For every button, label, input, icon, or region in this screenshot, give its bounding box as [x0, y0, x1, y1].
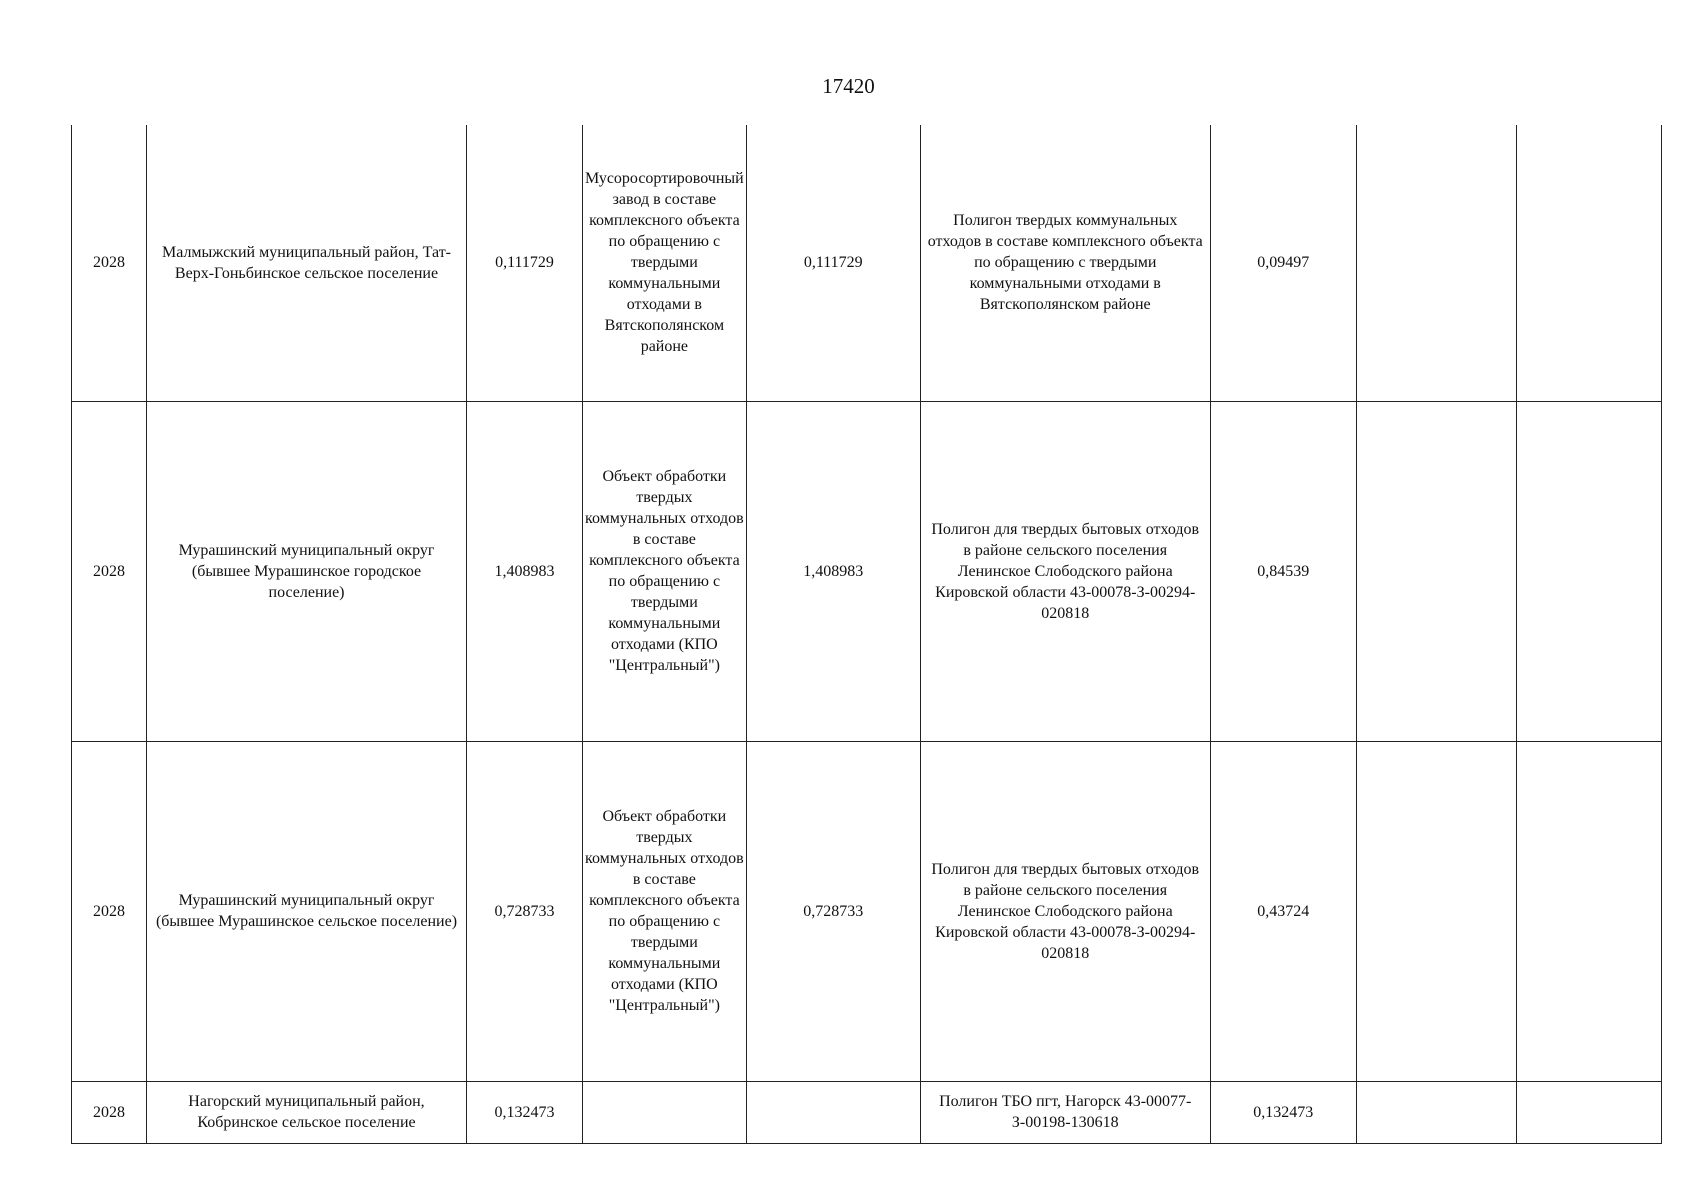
- disposal-facility-cell: Полигон для твердых бытовых отходов в районе сельского поселения Ленинское Слободского района Кировской области 43-00078-З-00294-020818: [920, 401, 1210, 741]
- table-row: [72, 1081, 1662, 1143]
- table-row: [72, 125, 1662, 401]
- disposal-volume-cell: 0,132473: [1210, 1081, 1356, 1143]
- municipality-cell: Нагорский муниципальный район, Кобринское сельское поселение: [147, 1081, 467, 1143]
- processing-facility-cell: Объект обработки твердых коммунальных отходов в составе комплексного объекта по обращению с твердыми коммунальными отходами (КПО "Центральный"): [583, 741, 747, 1081]
- empty-cell: [1516, 125, 1661, 401]
- processing-volume-cell: 0,111729: [746, 125, 920, 401]
- waste-flow-table: [71, 125, 1662, 1144]
- table-row: [72, 741, 1662, 1081]
- volume-cell: 1,408983: [467, 401, 583, 741]
- volume-cell: 0,132473: [467, 1081, 583, 1143]
- processing-volume-cell: [746, 1081, 920, 1143]
- empty-cell: [1356, 125, 1516, 401]
- municipality-cell: Мурашинский муниципальный округ (бывшее Мурашинское городское поселение): [147, 401, 467, 741]
- table-row: [72, 401, 1662, 741]
- empty-cell: [1516, 1081, 1661, 1143]
- empty-cell: [1356, 401, 1516, 741]
- empty-cell: [1516, 401, 1661, 741]
- page-number: 17420: [822, 74, 875, 98]
- year-cell: 2028: [72, 125, 147, 401]
- disposal-facility-cell: Полигон ТБО пгт, Нагорск 43-00077-З-00198-130618: [920, 1081, 1210, 1143]
- disposal-facility-cell: Полигон для твердых бытовых отходов в районе сельского поселения Ленинское Слободского района Кировской области 43-00078-З-00294-020818: [920, 741, 1210, 1081]
- processing-facility-cell: Объект обработки твердых коммунальных отходов в составе комплексного объекта по обращению с твердыми коммунальными отходами (КПО "Центральный"): [583, 401, 747, 741]
- processing-volume-cell: 0,728733: [746, 741, 920, 1081]
- year-cell: 2028: [72, 401, 147, 741]
- volume-cell: 0,111729: [467, 125, 583, 401]
- municipality-cell: Малмыжский муниципальный район, Тат-Верх-Гоньбинское сельское поселение: [147, 125, 467, 401]
- disposal-volume-cell: 0,09497: [1210, 125, 1356, 401]
- processing-volume-cell: 1,408983: [746, 401, 920, 741]
- year-cell: 2028: [72, 741, 147, 1081]
- year-cell: 2028: [72, 1081, 147, 1143]
- empty-cell: [1356, 1081, 1516, 1143]
- empty-cell: [1356, 741, 1516, 1081]
- disposal-volume-cell: 0,43724: [1210, 741, 1356, 1081]
- processing-facility-cell: Мусоросортировочный завод в составе комплексного объекта по обращению с твердыми коммунальными отходами в Вятскополянском районе: [583, 125, 747, 401]
- municipality-cell: Мурашинский муниципальный округ (бывшее Мурашинское сельское поселение): [147, 741, 467, 1081]
- disposal-volume-cell: 0,84539: [1210, 401, 1356, 741]
- disposal-facility-cell: Полигон твердых коммунальных отходов в составе комплексного объекта по обращению с твердыми коммунальными отходами в Вятскополянском районе: [920, 125, 1210, 401]
- empty-cell: [1516, 741, 1661, 1081]
- processing-facility-cell: [583, 1081, 747, 1143]
- volume-cell: 0,728733: [467, 741, 583, 1081]
